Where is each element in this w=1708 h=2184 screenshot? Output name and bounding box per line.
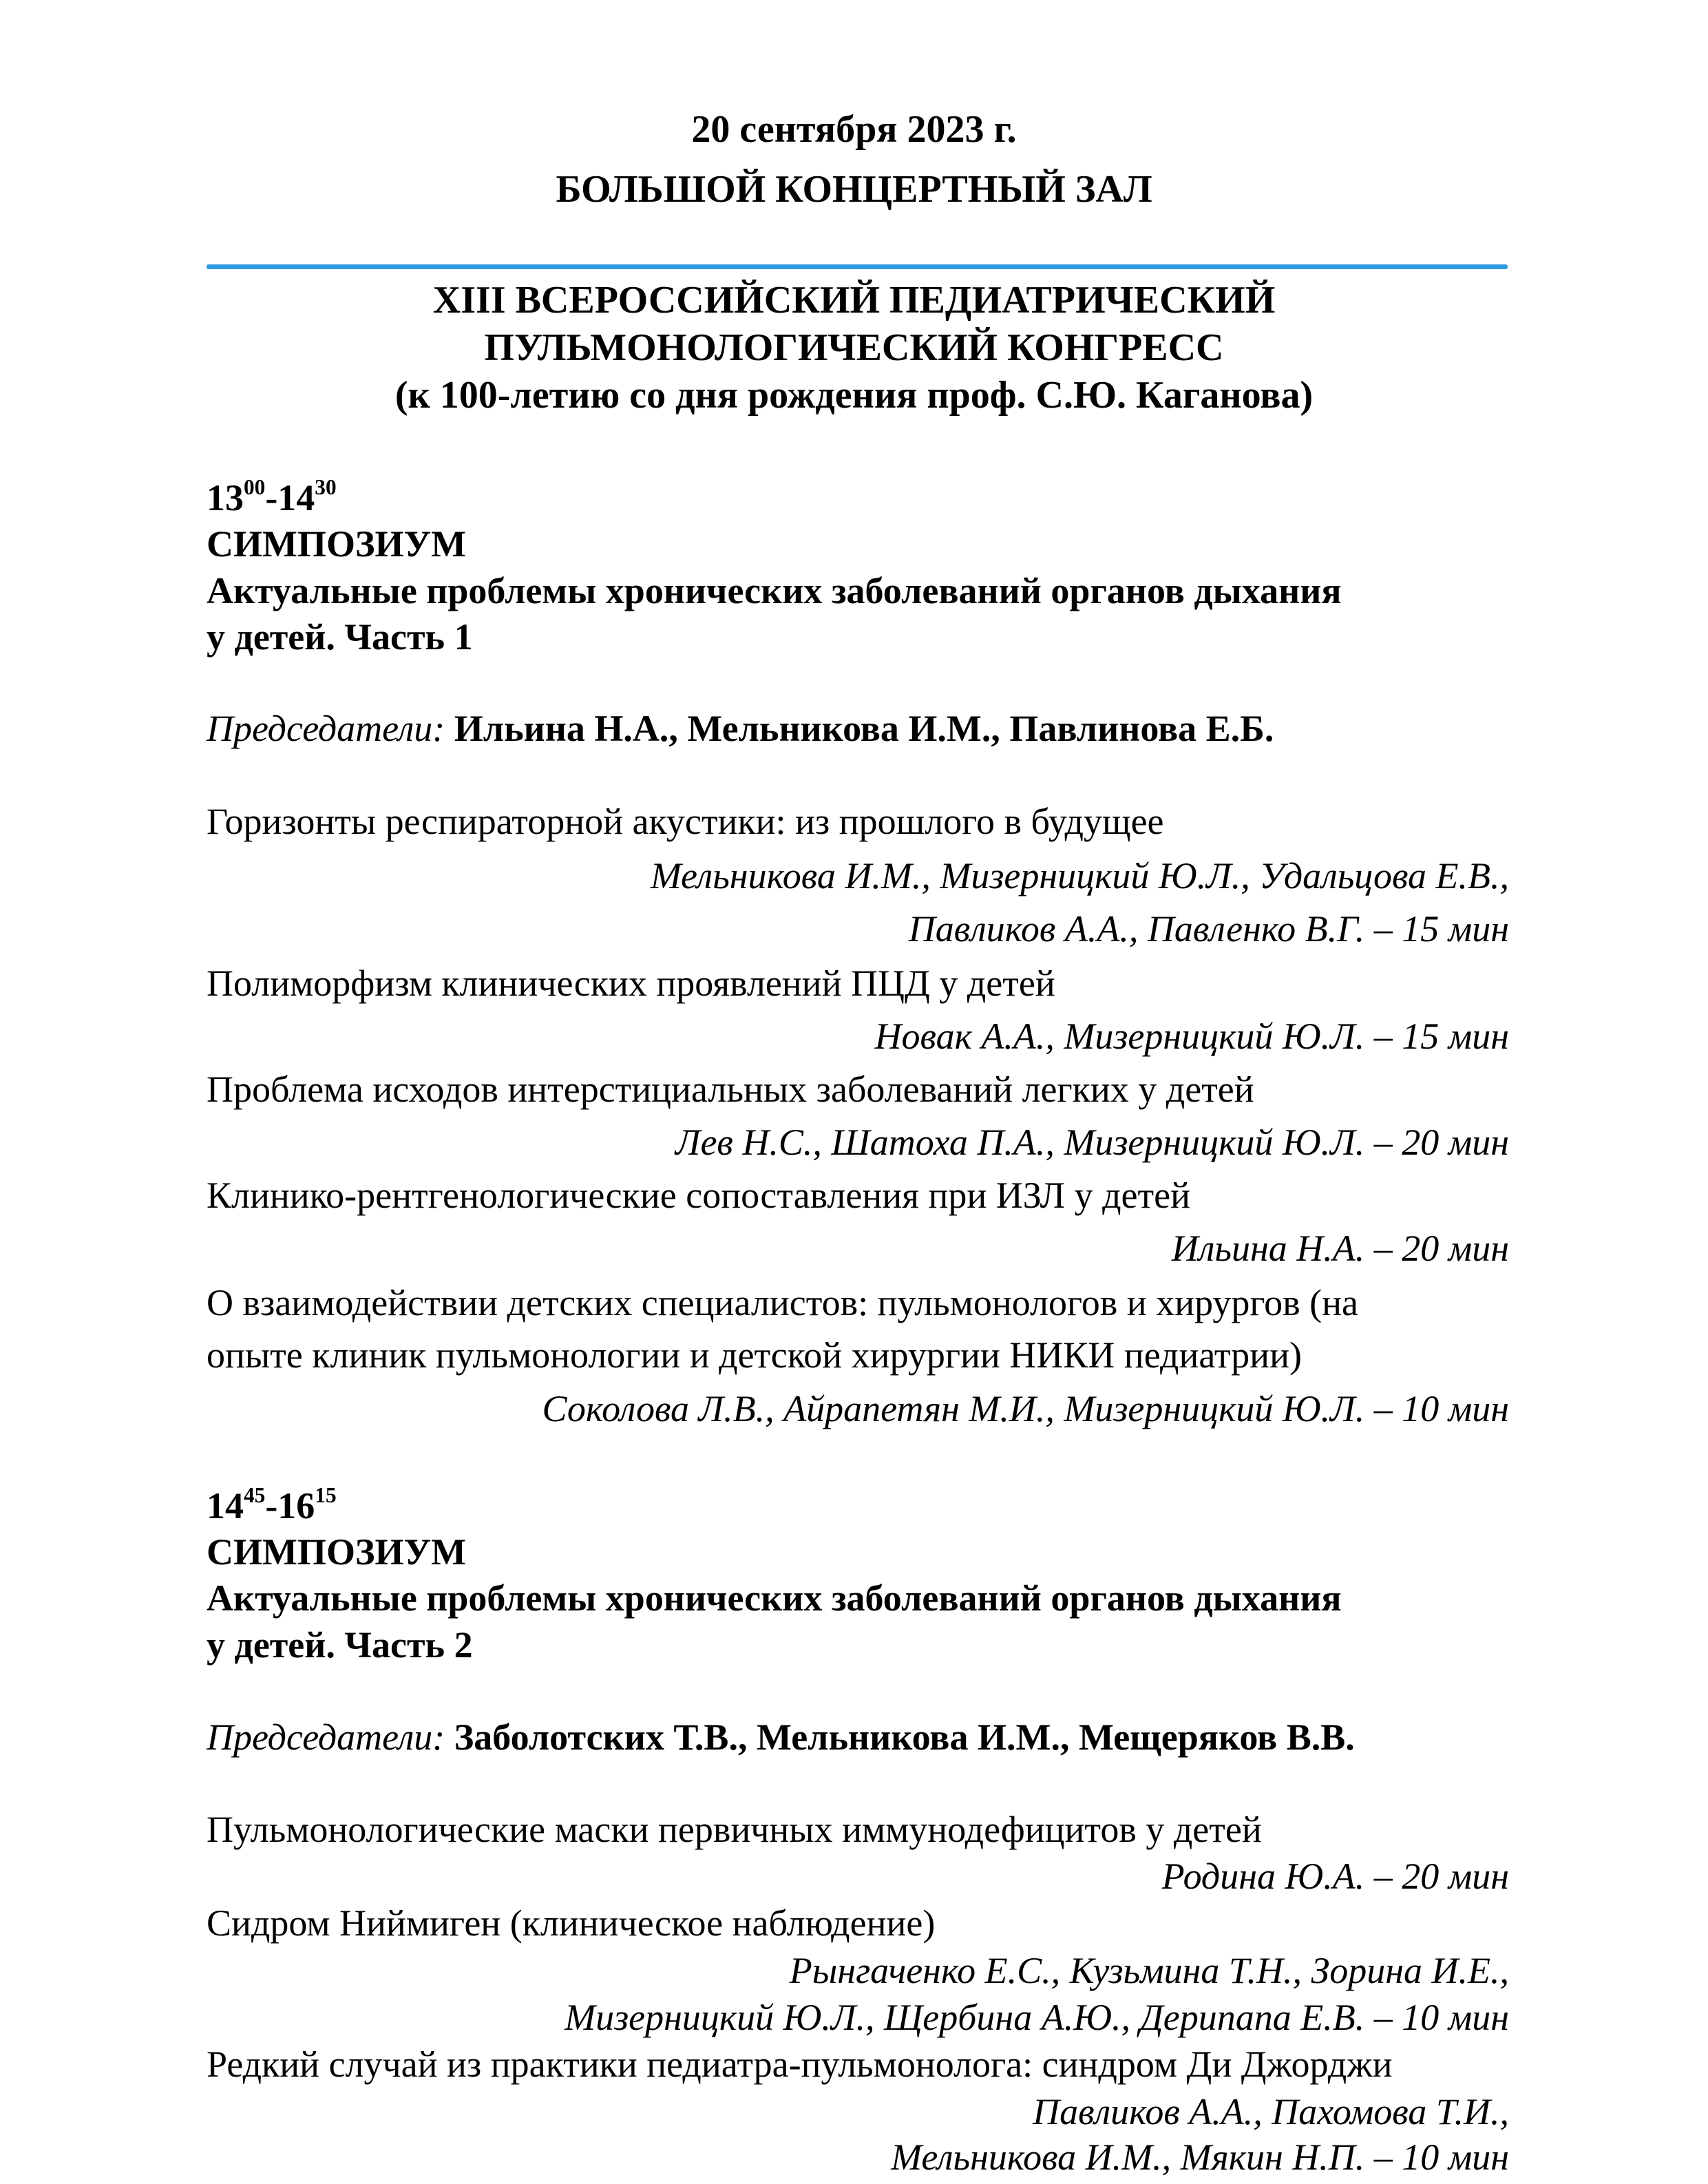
chairs-label: Председатели: bbox=[207, 1716, 445, 1758]
talk-authors: Лев Н.С., Шатоха П.А., Мизерницкий Ю.Л. – 20 мин bbox=[675, 1122, 1509, 1163]
session-type: СИМПОЗИУМ bbox=[207, 1531, 467, 1573]
talk-title-line2: опыте клиник пульмонологии и детской хирургии НИКИ педиатрии) bbox=[207, 1334, 1302, 1376]
talk-authors: Мельникова И.М., Мизерницкий Ю.Л., Удальцова Е.В., bbox=[650, 855, 1509, 896]
session-title-line2: у детей. Часть 2 bbox=[207, 1624, 473, 1666]
session-chairs bbox=[207, 708, 1274, 749]
talk-title: Клинико-рентгенологические сопоставления при ИЗЛ у детей bbox=[207, 1175, 1190, 1216]
talk-title: Редкий случай из практики педиатра-пульмонолога: синдром Ди Джорджи bbox=[207, 2044, 1393, 2085]
talk-authors: Соколова Л.В., Айрапетян М.И., Мизерницкий Ю.Л. – 10 мин bbox=[542, 1388, 1509, 1429]
session-time: $14^{45}-16^{15}$ bbox=[207, 1482, 337, 1526]
header-divider bbox=[207, 264, 1508, 269]
talk-title: Полиморфизм клинических проявлений ПЦД у детей bbox=[207, 963, 1055, 1004]
talk-authors: Новак А.А., Мизерницкий Ю.Л. – 15 мин bbox=[874, 1016, 1509, 1057]
event-date: 20 сентября 2023 г. bbox=[691, 108, 1017, 151]
talk-title: Пульмонологические маски первичных иммунодефицитов у детей bbox=[207, 1809, 1262, 1850]
talk-title: Горизонты респираторной акустики: из прошлого в будущее bbox=[207, 801, 1164, 842]
talk-authors: Павликов А.А., Пахомова Т.И., bbox=[1033, 2091, 1509, 2132]
session-time: $13^{00}-14^{30}$ bbox=[207, 474, 337, 518]
chairs-label: Председатели: bbox=[207, 708, 445, 749]
session-chairs bbox=[207, 1716, 1355, 1758]
talk-authors: Павликов А.А., Павленко В.Г. – 15 мин bbox=[908, 908, 1509, 949]
chairs-names: Ильина Н.А., Мельникова И.М., Павлинова Е.Б. bbox=[454, 708, 1274, 749]
session-type: СИМПОЗИУМ bbox=[207, 523, 467, 565]
congress-title-line1: XIII ВСЕРОССИЙСКИЙ ПЕДИАТРИЧЕСКИЙ bbox=[432, 279, 1276, 322]
talk-authors: Рынгаченко Е.С., Кузьмина Т.Н., Зорина И.Е., bbox=[789, 1950, 1509, 1991]
session-title-line1: Актуальные проблемы хронических заболеваний органов дыхания bbox=[207, 1577, 1342, 1619]
session-title-line1: Актуальные проблемы хронических заболеваний органов дыхания bbox=[207, 570, 1342, 611]
talk-authors: Ильина Н.А. – 20 мин bbox=[1171, 1228, 1509, 1269]
talk-title: Проблема исходов интерстициальных заболеваний легких у детей bbox=[207, 1069, 1254, 1110]
talk-title: Сидром Ниймиген (клиническое наблюдение) bbox=[207, 1902, 936, 1944]
talk-authors: Родина Ю.А. – 20 мин bbox=[1161, 1856, 1509, 1897]
session-title-line2: у детей. Часть 1 bbox=[207, 616, 473, 658]
talk-authors: Мизерницкий Ю.Л., Щербина А.Ю., Дерипапа Е.В. – 10 мин bbox=[565, 1997, 1509, 2038]
congress-title-line2: ПУЛЬМОНОЛОГИЧЕСКИЙ КОНГРЕСС bbox=[484, 326, 1224, 369]
talk-title: О взаимодействии детских специалистов: пульмонологов и хирургов (на bbox=[207, 1282, 1359, 1323]
chairs-names: Заболотских Т.В., Мельникова И.М., Мещеряков В.В. bbox=[454, 1716, 1355, 1758]
congress-subtitle: (к 100-летию со дня рождения проф. С.Ю. Каганова) bbox=[394, 374, 1314, 417]
talk-authors: Мельникова И.М., Мякин Н.П. – 10 мин bbox=[891, 2136, 1509, 2178]
hall-name: БОЛЬШОЙ КОНЦЕРТНЫЙ ЗАЛ bbox=[556, 168, 1152, 211]
